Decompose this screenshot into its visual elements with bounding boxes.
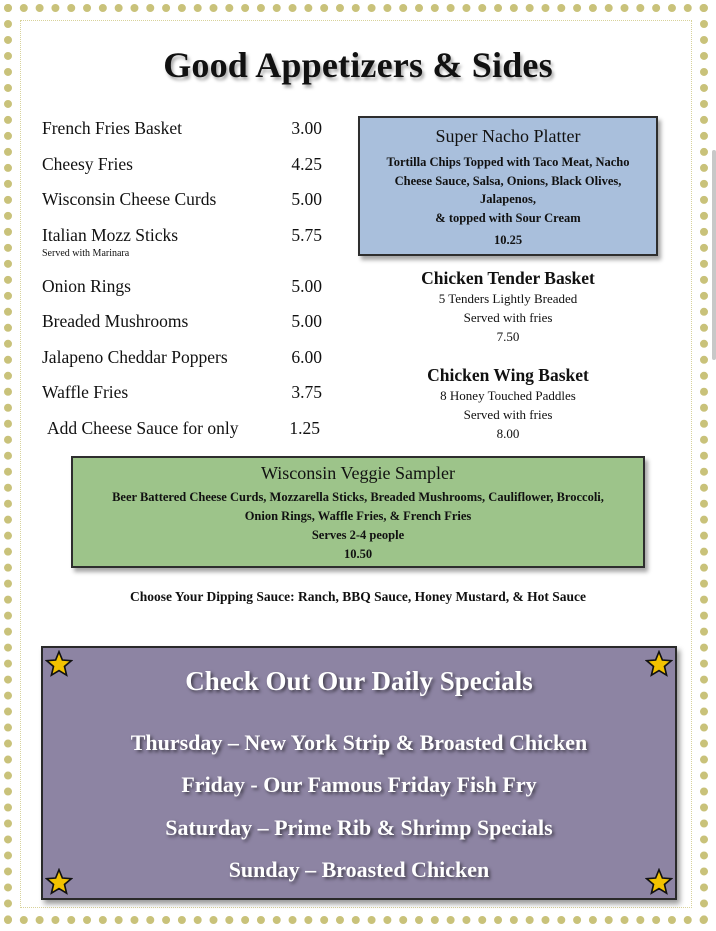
item-name: Add Cheese Sauce for only bbox=[47, 417, 239, 438]
nacho-description bbox=[370, 153, 646, 227]
page-title: Good Appetizers & Sides bbox=[163, 45, 553, 85]
tender-price: 7.50 bbox=[496, 329, 520, 344]
item-name: Italian Mozz Sticks bbox=[42, 224, 179, 245]
item-name: Breaded Mushrooms bbox=[42, 311, 189, 331]
wing-line: Served with fries bbox=[463, 407, 553, 422]
item-price: 6.00 bbox=[291, 346, 322, 367]
menu-item bbox=[42, 154, 332, 190]
nacho-desc-line: & topped with Sour Cream bbox=[435, 210, 581, 225]
item-price: 5.75 bbox=[291, 224, 322, 245]
item-price: 1.25 bbox=[289, 417, 320, 438]
tender-line: 5 Tenders Lightly Breaded bbox=[438, 291, 578, 306]
special-sunday: Sunday – Broasted Chicken bbox=[228, 857, 490, 882]
item-name: French Fries Basket bbox=[42, 118, 182, 138]
item-price: 5.00 bbox=[291, 311, 322, 331]
wing-line: 8 Honey Touched Paddles bbox=[440, 388, 576, 403]
veggie-serves: Serves 2-4 people bbox=[311, 528, 405, 542]
nacho-desc-line: Tortilla Chips Topped with Taco Meat, Nacho bbox=[386, 155, 630, 169]
veggie-price: 10.50 bbox=[343, 547, 373, 561]
scrollbar[interactable] bbox=[712, 150, 716, 360]
nacho-desc-line: Jalapenos, bbox=[480, 192, 536, 206]
menu-item bbox=[42, 118, 332, 154]
item-name: Onion Rings bbox=[42, 275, 131, 296]
wing-title: Chicken Wing Basket bbox=[427, 365, 589, 385]
item-price: 4.25 bbox=[291, 153, 322, 174]
veggie-desc-line: Beer Battered Cheese Curds, Mozzarella Sticks, Breaded Mushrooms, Cauliflower, Broccoli, bbox=[112, 490, 604, 504]
item-note: Served with Marinara bbox=[42, 247, 130, 259]
item-name: Cheesy Fries bbox=[42, 153, 133, 174]
item-price: 5.00 bbox=[291, 189, 322, 209]
item-price: 3.00 bbox=[291, 118, 322, 138]
item-price: 3.75 bbox=[291, 382, 322, 402]
item-name: Waffle Fries bbox=[42, 382, 129, 402]
veggie-title: Wisconsin Veggie Sampler bbox=[261, 463, 455, 483]
special-friday: Friday - Our Famous Friday Fish Fry bbox=[181, 772, 537, 797]
specials-title: Check Out Our Daily Specials bbox=[185, 666, 533, 696]
wing-price: 8.00 bbox=[496, 426, 520, 441]
nacho-title: Super Nacho Platter bbox=[435, 126, 581, 146]
menu-item bbox=[42, 418, 332, 454]
item-price: 5.00 bbox=[291, 275, 322, 296]
chicken-tender-basket bbox=[358, 268, 658, 346]
chicken-wing-basket bbox=[358, 365, 658, 443]
menu-item bbox=[42, 276, 332, 312]
nacho-desc-line: Cheese Sauce, Salsa, Onions, Black Olives, bbox=[394, 173, 622, 188]
nacho-platter-box bbox=[358, 116, 658, 256]
dipping-sauce-note: Choose Your Dipping Sauce: Ranch, BBQ Sauce, Honey Mustard, & Hot Sauce bbox=[129, 589, 587, 604]
tender-title: Chicken Tender Basket bbox=[421, 268, 595, 288]
veggie-description bbox=[79, 488, 637, 526]
tender-line: Served with fries bbox=[463, 310, 553, 325]
item-name: Wisconsin Cheese Curds bbox=[42, 189, 217, 209]
menu-item bbox=[42, 311, 332, 347]
daily-specials-box bbox=[41, 646, 677, 900]
nacho-price: 10.25 bbox=[493, 233, 523, 247]
menu-item bbox=[42, 189, 332, 225]
special-thursday: Thursday – New York Strip & Broasted Chicken bbox=[130, 730, 588, 755]
veggie-sampler-box bbox=[71, 456, 645, 568]
item-name: Jalapeno Cheddar Poppers bbox=[42, 346, 228, 367]
veggie-desc-line: Onion Rings, Waffle Fries, & French Fries bbox=[244, 509, 472, 523]
menu-item bbox=[42, 225, 332, 276]
special-saturday: Saturday – Prime Rib & Shrimp Specials bbox=[165, 815, 553, 840]
menu-item bbox=[42, 382, 332, 418]
menu-list bbox=[42, 118, 332, 453]
menu-item bbox=[42, 347, 332, 383]
